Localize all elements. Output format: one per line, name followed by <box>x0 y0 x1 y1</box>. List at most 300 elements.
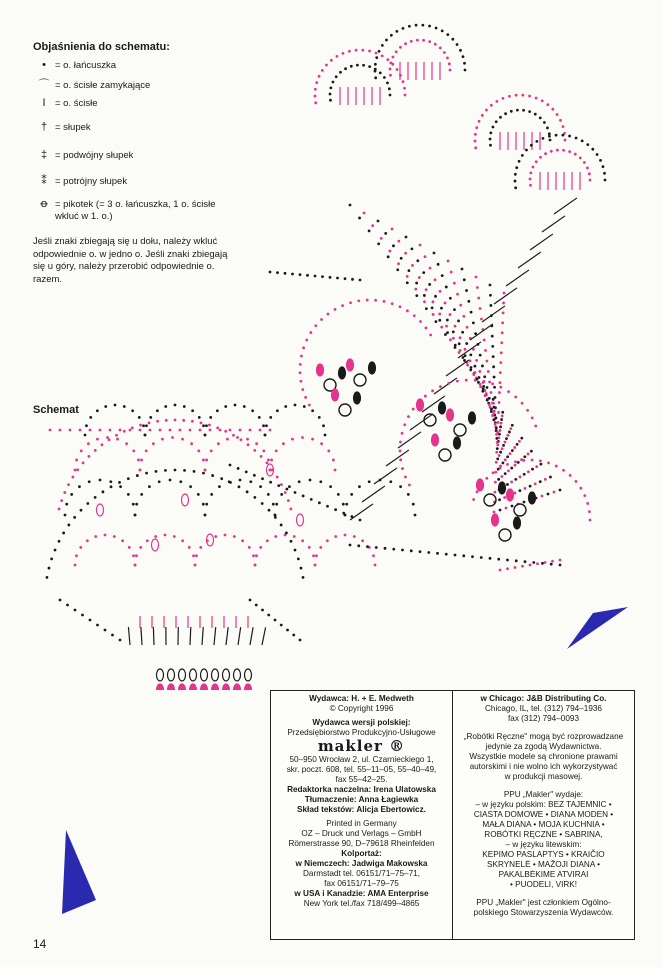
petal-mark <box>507 489 514 501</box>
chain-dot <box>506 463 509 466</box>
chain-dot <box>135 503 138 506</box>
chain-dot <box>74 564 77 567</box>
chain-dot <box>447 260 450 263</box>
chain-dot <box>305 339 308 342</box>
chain-dot <box>501 475 504 478</box>
titles-line: • PUODELI, VIRK! <box>509 880 578 889</box>
chain-dot <box>276 271 279 274</box>
chain-dot <box>513 446 516 449</box>
chain-dot <box>59 429 62 432</box>
chain-dot <box>121 539 124 542</box>
chain-dot <box>462 55 465 58</box>
chain-dot <box>410 40 413 43</box>
chain-dot <box>514 396 517 399</box>
chain-dot <box>266 539 269 542</box>
chain-dot <box>569 474 572 477</box>
chain-dot <box>291 438 294 441</box>
chain-dot <box>320 442 323 445</box>
chain-dot <box>269 271 272 274</box>
chain-dot <box>461 331 464 334</box>
chain-dot <box>311 438 314 441</box>
chain-dot <box>511 449 514 452</box>
chain-dot <box>465 289 468 292</box>
petal-mark <box>354 392 361 404</box>
chain-dot <box>240 438 243 441</box>
chain-dot <box>604 179 607 182</box>
chain-dot <box>422 271 425 274</box>
chain-dot <box>491 345 494 348</box>
chain-dot <box>303 405 306 408</box>
chain-dot <box>265 424 268 427</box>
chain-dot <box>344 67 347 70</box>
chain-dot <box>69 429 72 432</box>
chain-dot <box>321 275 324 278</box>
chain-dot <box>138 416 141 419</box>
chain-dot <box>299 273 302 276</box>
chain-dot <box>306 274 309 277</box>
chain-dot <box>259 546 262 549</box>
chain-dot <box>535 97 538 100</box>
chain-dot <box>469 369 472 372</box>
chain-dot <box>493 376 496 379</box>
chain-dot <box>280 624 283 627</box>
stitch-mark <box>410 414 433 430</box>
chain-dot <box>411 247 414 250</box>
chain-dot <box>496 457 499 460</box>
chain-dot <box>119 485 122 488</box>
chain-dot <box>476 490 479 493</box>
distribution-line: Darmstadt tel. 06151/71–75–71, <box>303 869 420 878</box>
chain-dot <box>148 421 151 424</box>
chain-dot <box>136 474 139 477</box>
chain-dot <box>224 405 227 408</box>
chain-dot <box>484 349 487 352</box>
chain-dot <box>404 42 407 45</box>
chain-dot <box>444 302 447 305</box>
chain-dot <box>325 64 328 67</box>
chain-dot <box>539 460 542 463</box>
chain-dot <box>329 93 332 96</box>
chain-dot <box>551 560 554 563</box>
chain-dot <box>399 46 402 49</box>
chain-dot <box>396 68 399 71</box>
chain-dot <box>183 469 186 472</box>
distribution-line: w USA i Kanadzie: AMA Enterprise <box>294 889 429 898</box>
chain-dot <box>208 424 211 427</box>
chain-dot <box>389 68 392 71</box>
chain-dot <box>351 278 354 281</box>
chain-dot <box>165 419 168 422</box>
stitch-mark <box>434 378 457 394</box>
chain-dot <box>479 354 482 357</box>
chain-dot <box>321 69 324 72</box>
chain-dot <box>181 438 184 441</box>
chain-dot <box>589 179 592 182</box>
chain-dot <box>419 244 422 247</box>
chain-dot <box>381 54 384 57</box>
chain-dot <box>450 271 453 274</box>
chain-dot <box>193 470 196 473</box>
chain-dot <box>500 341 503 344</box>
chain-dot <box>384 232 387 235</box>
ring-mark <box>499 529 511 541</box>
chain-dot <box>530 144 533 147</box>
chain-dot <box>379 71 382 74</box>
stitch-mark <box>250 627 253 645</box>
chain-dot <box>415 282 418 285</box>
chain-dot <box>274 514 277 517</box>
chain-dot <box>356 64 359 67</box>
chain-dot <box>375 546 378 549</box>
chain-dot <box>540 463 543 466</box>
chain-dot <box>529 485 532 488</box>
chain-dot <box>495 120 498 123</box>
chain-dot <box>84 434 87 437</box>
chain-dot <box>224 430 227 433</box>
chain-dot <box>375 56 378 59</box>
legend-text: = słupek <box>55 122 91 133</box>
chain-dot <box>488 381 491 384</box>
chain-dot <box>480 483 483 486</box>
stitch-mark <box>374 468 397 484</box>
chain-dot <box>266 461 269 464</box>
chain-dot <box>355 49 358 52</box>
chain-dot <box>562 149 565 152</box>
chain-dot <box>339 71 342 74</box>
chain-dot <box>494 406 497 409</box>
chain-dot <box>329 485 332 488</box>
chain-dot <box>493 511 496 514</box>
chain-dot <box>236 436 239 439</box>
chain-dot <box>481 365 484 368</box>
chain-dot <box>392 548 395 551</box>
chain-dot <box>384 547 387 550</box>
chain-dot <box>248 546 251 549</box>
chain-dot <box>497 421 500 424</box>
chain-dot <box>249 599 252 602</box>
chain-dot <box>204 469 207 472</box>
chain-dot <box>506 567 509 570</box>
chain-dot <box>402 80 405 83</box>
chain-dot <box>59 599 62 602</box>
chain-dot <box>139 546 142 549</box>
chain-dot <box>483 380 486 383</box>
chain-dot <box>86 502 89 505</box>
membership-line: polskiego Stowarzyszenia Wydawców. <box>473 908 614 917</box>
chain-dot <box>497 411 500 414</box>
chain-dot <box>119 429 122 432</box>
chain-dot <box>434 295 437 298</box>
chain-dot <box>454 346 457 349</box>
chain-dot <box>350 493 353 496</box>
chain-dot <box>290 508 293 511</box>
chain-dot <box>253 496 256 499</box>
chain-dot <box>555 134 558 137</box>
chain-dot <box>416 39 419 42</box>
chain-dot <box>216 409 219 412</box>
chain-dot <box>458 342 461 345</box>
chain-dot <box>474 146 477 149</box>
stitch-mark <box>542 216 565 232</box>
chain-dot <box>479 307 482 310</box>
chain-dot <box>559 119 562 122</box>
chain-dot <box>591 148 594 151</box>
chain-dot <box>229 481 232 484</box>
chain-dot <box>349 301 352 304</box>
editor-line: Redaktorka naczelna: Irena Ulatowska <box>287 785 436 794</box>
chain-dot <box>531 468 534 471</box>
stitch-mark <box>386 450 409 466</box>
chain-dot <box>198 416 201 419</box>
chain-dot <box>586 167 589 170</box>
chain-dot <box>374 70 377 73</box>
chain-dot <box>445 325 448 328</box>
chain-dot <box>446 57 449 60</box>
chain-dot <box>406 275 409 278</box>
chain-dot <box>134 564 137 567</box>
petal-mark <box>168 669 175 681</box>
titles-line: PAKALBĖKIME ATVIRAI <box>498 870 589 879</box>
chain-dot <box>501 321 504 324</box>
chain-dot <box>54 549 57 552</box>
chain-dot <box>109 480 112 483</box>
petal-mark <box>97 504 104 516</box>
chain-dot <box>80 509 83 512</box>
chain-dot <box>334 469 337 472</box>
chain-dot <box>148 485 151 488</box>
chain-dot <box>104 405 107 408</box>
chain-dot <box>440 307 443 310</box>
chain-dot <box>475 276 478 279</box>
chain-dot <box>510 110 513 113</box>
petal-mark <box>157 684 164 690</box>
chain-dot <box>547 462 550 465</box>
chain-dot <box>308 546 311 549</box>
chain-dot <box>474 379 477 382</box>
chain-dot <box>411 264 414 267</box>
chain-dot <box>291 273 294 276</box>
rights-line: jedynie za zgodą Wydawnictwa. <box>485 742 602 751</box>
chain-dot <box>462 554 465 557</box>
chain-dot <box>210 449 213 452</box>
chain-dot <box>548 135 551 138</box>
chain-dot <box>551 108 554 111</box>
chain-dot <box>416 259 419 262</box>
chain-dot <box>218 485 221 488</box>
petal-mark <box>297 514 304 526</box>
chain-dot <box>498 401 501 404</box>
chain-dot <box>205 503 208 506</box>
chain-dot <box>397 262 400 265</box>
chain-dot <box>463 62 466 65</box>
chain-dot <box>454 554 457 557</box>
chain-dot <box>67 483 70 486</box>
chain-dot <box>499 386 502 389</box>
chain-dot <box>269 416 272 419</box>
chain-dot <box>358 217 361 220</box>
chain-dot <box>372 554 375 557</box>
titles-line: MAŁA DIANA • MOJA KUCHNIA • <box>482 820 605 829</box>
chain-dot <box>319 546 322 549</box>
chain-dot <box>344 534 347 537</box>
chain-dot <box>528 110 531 113</box>
chain-dot <box>280 524 283 527</box>
chain-dot <box>199 546 202 549</box>
membership-line: PPU „Makler" jest członkiem Ogólno- <box>476 898 611 907</box>
chain-dot <box>508 95 511 98</box>
chain-dot <box>461 268 464 271</box>
chain-dot <box>583 161 586 164</box>
chain-dot <box>389 250 392 253</box>
chain-dot <box>132 554 135 557</box>
chain-dot <box>403 87 406 90</box>
chain-dot <box>449 313 452 316</box>
chain-dot <box>428 40 431 43</box>
chain-dot <box>519 489 522 492</box>
chain-dot <box>404 476 407 479</box>
chain-dot <box>211 474 214 477</box>
chain-dot <box>288 485 291 488</box>
stitch-mark <box>470 324 493 340</box>
chain-dot <box>314 324 317 327</box>
chain-dot <box>174 419 177 422</box>
chain-dot <box>154 535 157 538</box>
chain-dot <box>529 184 532 187</box>
petal-mark <box>332 389 339 401</box>
chain-dot <box>562 469 565 472</box>
chain-dot <box>404 252 407 255</box>
chain-dot <box>314 88 317 91</box>
ring-mark <box>514 504 526 516</box>
chain-dot <box>499 429 502 432</box>
chain-dot <box>82 461 85 464</box>
chain-dot <box>479 385 482 388</box>
chain-dot <box>559 489 562 492</box>
chain-dot <box>518 440 521 443</box>
chain-dot <box>518 160 521 163</box>
chain-dot <box>335 55 338 58</box>
chain-dot <box>487 370 490 373</box>
petal-mark <box>454 437 461 449</box>
chain-dot <box>261 477 264 480</box>
chain-dot <box>368 480 371 483</box>
chain-dot <box>492 418 495 421</box>
chain-dot <box>258 416 261 419</box>
chain-dot <box>575 480 578 483</box>
petal-mark <box>190 684 197 690</box>
chain-dot <box>510 467 513 470</box>
chain-dot <box>179 480 182 483</box>
chain-dot <box>48 567 51 570</box>
stitch-mark <box>446 360 469 376</box>
chain-dot <box>495 461 498 464</box>
chain-dot <box>197 449 200 452</box>
distribution-heading: Kolportaż: <box>341 849 382 858</box>
chain-dot <box>495 437 498 440</box>
chain-dot <box>404 94 407 97</box>
petal-mark <box>223 669 230 681</box>
chain-dot <box>456 380 459 383</box>
chain-dot <box>446 319 449 322</box>
chain-dot <box>521 402 524 405</box>
chain-dot <box>543 121 546 124</box>
chain-dot <box>113 535 116 538</box>
chain-dot <box>164 405 167 408</box>
chain-dot <box>500 422 503 425</box>
chain-dot <box>405 236 408 239</box>
petal-mark <box>201 684 208 690</box>
chain-dot <box>269 481 272 484</box>
chain-dot <box>474 133 477 136</box>
chain-dot <box>425 307 428 310</box>
chain-dot <box>406 309 409 312</box>
chain-dot <box>517 461 520 464</box>
chain-dot <box>284 405 287 408</box>
chain-dot <box>255 554 258 557</box>
legend-text: = o. ścisłe <box>55 98 98 109</box>
chain-dot <box>66 604 69 607</box>
chain-dot <box>318 75 321 78</box>
chain-dot <box>131 426 134 429</box>
chain-dot <box>491 335 494 338</box>
chain-dot <box>102 490 105 493</box>
chain-dot <box>494 471 497 474</box>
chain-dot <box>342 503 345 506</box>
petal-mark <box>245 684 252 690</box>
chain-dot <box>104 534 107 537</box>
chain-dot <box>397 240 400 243</box>
chain-dot <box>276 476 279 479</box>
chain-dot <box>399 458 402 461</box>
chain-dot <box>128 546 131 549</box>
single-crochet-icon: I <box>42 97 46 109</box>
chain-dot <box>445 286 448 289</box>
chain-dot <box>412 503 415 506</box>
chain-dot <box>499 116 502 119</box>
chain-dot <box>195 554 198 557</box>
chain-dot <box>75 554 78 557</box>
ring-mark <box>484 494 496 506</box>
chain-dot <box>494 396 497 399</box>
chain-dot <box>108 438 111 441</box>
petal-mark <box>439 402 446 414</box>
chain-dot <box>438 319 441 322</box>
chain-dot <box>312 554 315 557</box>
chain-dot <box>417 401 420 404</box>
chain-dot <box>391 302 394 305</box>
chain-dot <box>539 116 542 119</box>
chain-dot <box>85 424 88 427</box>
chain-dot <box>418 276 421 279</box>
chain-dot <box>575 137 578 140</box>
makler-logo: makler ® <box>317 737 406 755</box>
address-line: 50–950 Wrocław 2, ul. Czarnieckiego 1, <box>289 755 434 764</box>
stitch-mark <box>518 252 541 268</box>
chain-dot <box>89 429 92 432</box>
chain-dot <box>433 252 436 255</box>
chain-dot <box>539 480 542 483</box>
titles-line: SKRYNELĖ • MAŽOJI DIANA • <box>487 860 600 869</box>
chain-dot <box>459 349 462 352</box>
chain-dot <box>101 443 104 446</box>
chain-dot <box>561 134 564 137</box>
chain-dot <box>438 313 441 316</box>
chain-dot <box>350 65 353 68</box>
chain-dot <box>74 609 77 612</box>
chain-dot <box>483 339 486 342</box>
chain-dot <box>532 561 535 564</box>
chain-dot <box>249 429 252 432</box>
